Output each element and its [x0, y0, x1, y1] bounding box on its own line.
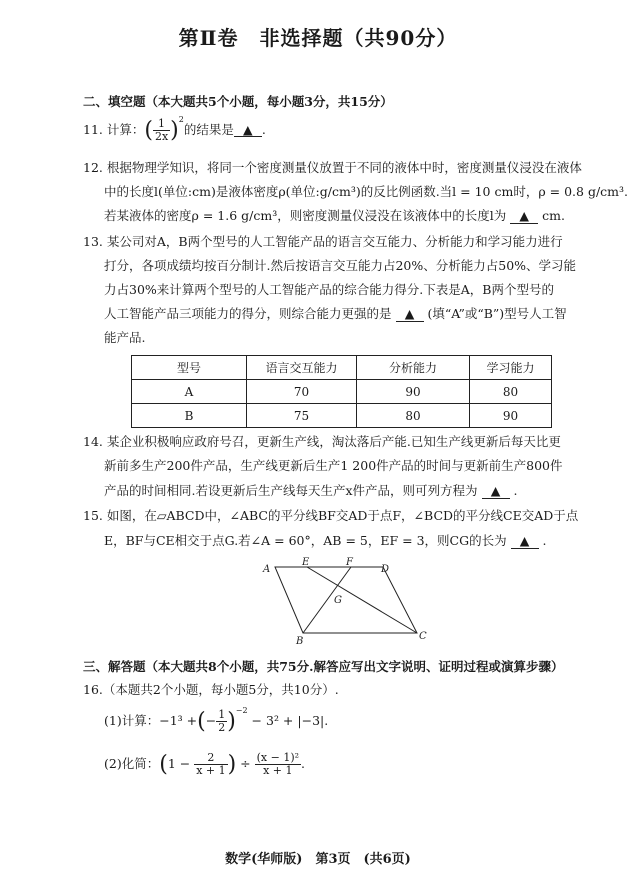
- score-table: [131, 355, 552, 428]
- q11-exponent: 2: [178, 115, 184, 124]
- q15-answer-blank[interactable]: ▲: [511, 535, 539, 549]
- segment-bf: [303, 567, 351, 633]
- table-header-cell: 分析能力: [357, 356, 470, 380]
- q16-part1-exponent: −2: [235, 706, 248, 715]
- left-paren: (: [159, 751, 168, 777]
- q11-end: .: [261, 122, 266, 138]
- table-cell: 90: [470, 404, 552, 428]
- q11-suffix: 的结果是: [183, 122, 234, 138]
- q14-answer-blank[interactable]: ▲: [482, 485, 510, 499]
- q11-denominator: 2x: [154, 130, 169, 144]
- q16-part1-negative-sign: −: [205, 713, 217, 729]
- right-paren: ): [227, 708, 236, 734]
- q16-part2-fraction2: [255, 752, 301, 777]
- q11-prefix: 11. 计算：: [83, 122, 145, 138]
- q16-part1-fraction: [216, 709, 227, 734]
- q12-answer-blank[interactable]: ▲: [510, 210, 538, 224]
- page-footer: 数学(华师版) 第3页 (共6页): [225, 852, 411, 867]
- table-row: [132, 380, 552, 404]
- left-paren: (: [197, 708, 206, 734]
- q11-fraction: [153, 118, 170, 143]
- q11-answer-blank[interactable]: ▲: [234, 124, 262, 138]
- q14-line3-text: 产品的时间相同.若设更新后生产线每天生产x件产品，则可列方程为: [104, 483, 478, 498]
- q13-line5: 能产品.: [104, 330, 146, 345]
- q16-part2-label: (2)化简：: [104, 756, 160, 772]
- q13-line4-tail: (填“A”或“B”)型号人工智: [427, 306, 567, 321]
- q16-part1: [104, 706, 329, 735]
- q16-line1: 16.（本题共2个小题，每小题5分，共10分）.: [83, 682, 339, 697]
- q16-part2: [104, 752, 305, 777]
- q12-line3-text: 若某液体的密度ρ = 1.6 g/cm³，则密度测量仪浸没在该液体中的长度l为: [104, 208, 507, 223]
- division-sign: ÷: [236, 756, 255, 772]
- numerator: (x − 1)²: [256, 751, 300, 764]
- table-cell: A: [132, 380, 247, 404]
- q16-part2-end: .: [301, 756, 306, 772]
- parallelogram-figure: [255, 555, 445, 645]
- q13-line4-text: 人工智能产品三项能力的得分，则综合能力更强的是: [104, 306, 392, 321]
- q13-line3: 力占30%来计算两个型号的人工智能产品的综合能力得分.下表是A，B两个型号的: [104, 282, 554, 297]
- parallelogram-outline: [275, 567, 417, 633]
- q14-line2: 新前多生产200件产品，生产线更新后生产1 200件产品的时间与更新前生产800件: [104, 458, 563, 473]
- q16-part1-term1: −1³ +: [159, 713, 198, 729]
- table-cell: 80: [470, 380, 552, 404]
- table-header-cell: 语言交互能力: [247, 356, 357, 380]
- q16-part2-fraction1: [194, 752, 227, 777]
- label-a: A: [263, 564, 271, 575]
- numerator: 1: [218, 708, 226, 721]
- right-paren: ): [170, 117, 179, 143]
- q12-line2: 中的长度l(单位:cm)是液体密度ρ(单位:g/cm³)的反比例函数.当l = 10 cm时，ρ = 0.8 g/cm³.: [104, 184, 629, 199]
- label-b: B: [296, 636, 304, 645]
- q16-part1-term2: − 3² + |−3|.: [247, 713, 329, 729]
- q13-line2: 打分，各项成绩均按百分制计.然后按语言交互能力占20%、分析能力占50%、学习能: [104, 258, 577, 273]
- section-3-header: 三、解答题（本大题共8个小题，共75分.解答应写出文字说明、证明过程或演算步骤）: [83, 659, 564, 674]
- denominator: x + 1: [263, 764, 293, 778]
- table-cell: B: [132, 404, 247, 428]
- table-cell: 80: [357, 404, 470, 428]
- label-f: F: [346, 557, 353, 568]
- label-d: D: [381, 564, 390, 575]
- table-header-cell: 学习能力: [470, 356, 552, 380]
- denominator: 2: [218, 721, 226, 735]
- q14-end: .: [513, 483, 518, 498]
- q15-line2: [104, 535, 547, 549]
- label-e: E: [302, 557, 310, 568]
- table-row: [132, 404, 552, 428]
- q11-numerator: 1: [153, 118, 170, 131]
- q12-line1: 12. 根据物理学知识，将同一个密度测量仪放置于不同的液体中时，密度测量仪浸没在液体: [83, 160, 582, 175]
- table-header-cell: 型号: [132, 356, 247, 380]
- q14-line1: 14. 某企业积极响应政府号召，更新生产线，淘汰落后产能.已知生产线更新后每天比更: [83, 434, 561, 449]
- table-header-row: [132, 356, 552, 380]
- q16-part1-label: (1)计算：: [104, 713, 160, 729]
- q15-end: .: [542, 533, 547, 548]
- q14-line3: [104, 485, 517, 499]
- table-cell: 70: [247, 380, 357, 404]
- numerator: 2: [194, 752, 227, 765]
- question-11: [83, 115, 266, 144]
- q16-part2-term1: 1 −: [167, 756, 195, 772]
- section-2-header: 二、填空题（本大题共5个小题，每小题3分，共15分）: [83, 94, 393, 109]
- page-title: 第Ⅱ卷 非选择题（共90分）: [178, 26, 458, 50]
- q12-line3: [104, 210, 565, 224]
- q15-line2-text: E，BF与CE相交于点G.若∠A = 60°，AB = 5，EF = 3，则CG的长为: [104, 533, 507, 548]
- label-c: C: [419, 631, 427, 642]
- q13-answer-blank[interactable]: ▲: [396, 308, 424, 322]
- table-cell: 90: [357, 380, 470, 404]
- denominator: x + 1: [196, 764, 226, 778]
- q13-line1: 13. 某公司对A，B两个型号的人工智能产品的语言交互能力、分析能力和学习能力进行: [83, 234, 563, 249]
- q13-line4: [104, 308, 567, 322]
- left-paren: (: [144, 117, 153, 143]
- q12-unit: cm.: [542, 208, 565, 223]
- right-paren: ): [227, 751, 237, 777]
- label-g: G: [334, 595, 342, 606]
- table-cell: 75: [247, 404, 357, 428]
- q15-line1: 15. 如图，在▱ABCD中，∠ABC的平分线BF交AD于点F，∠BCD的平分线CE交AD于点: [83, 508, 579, 523]
